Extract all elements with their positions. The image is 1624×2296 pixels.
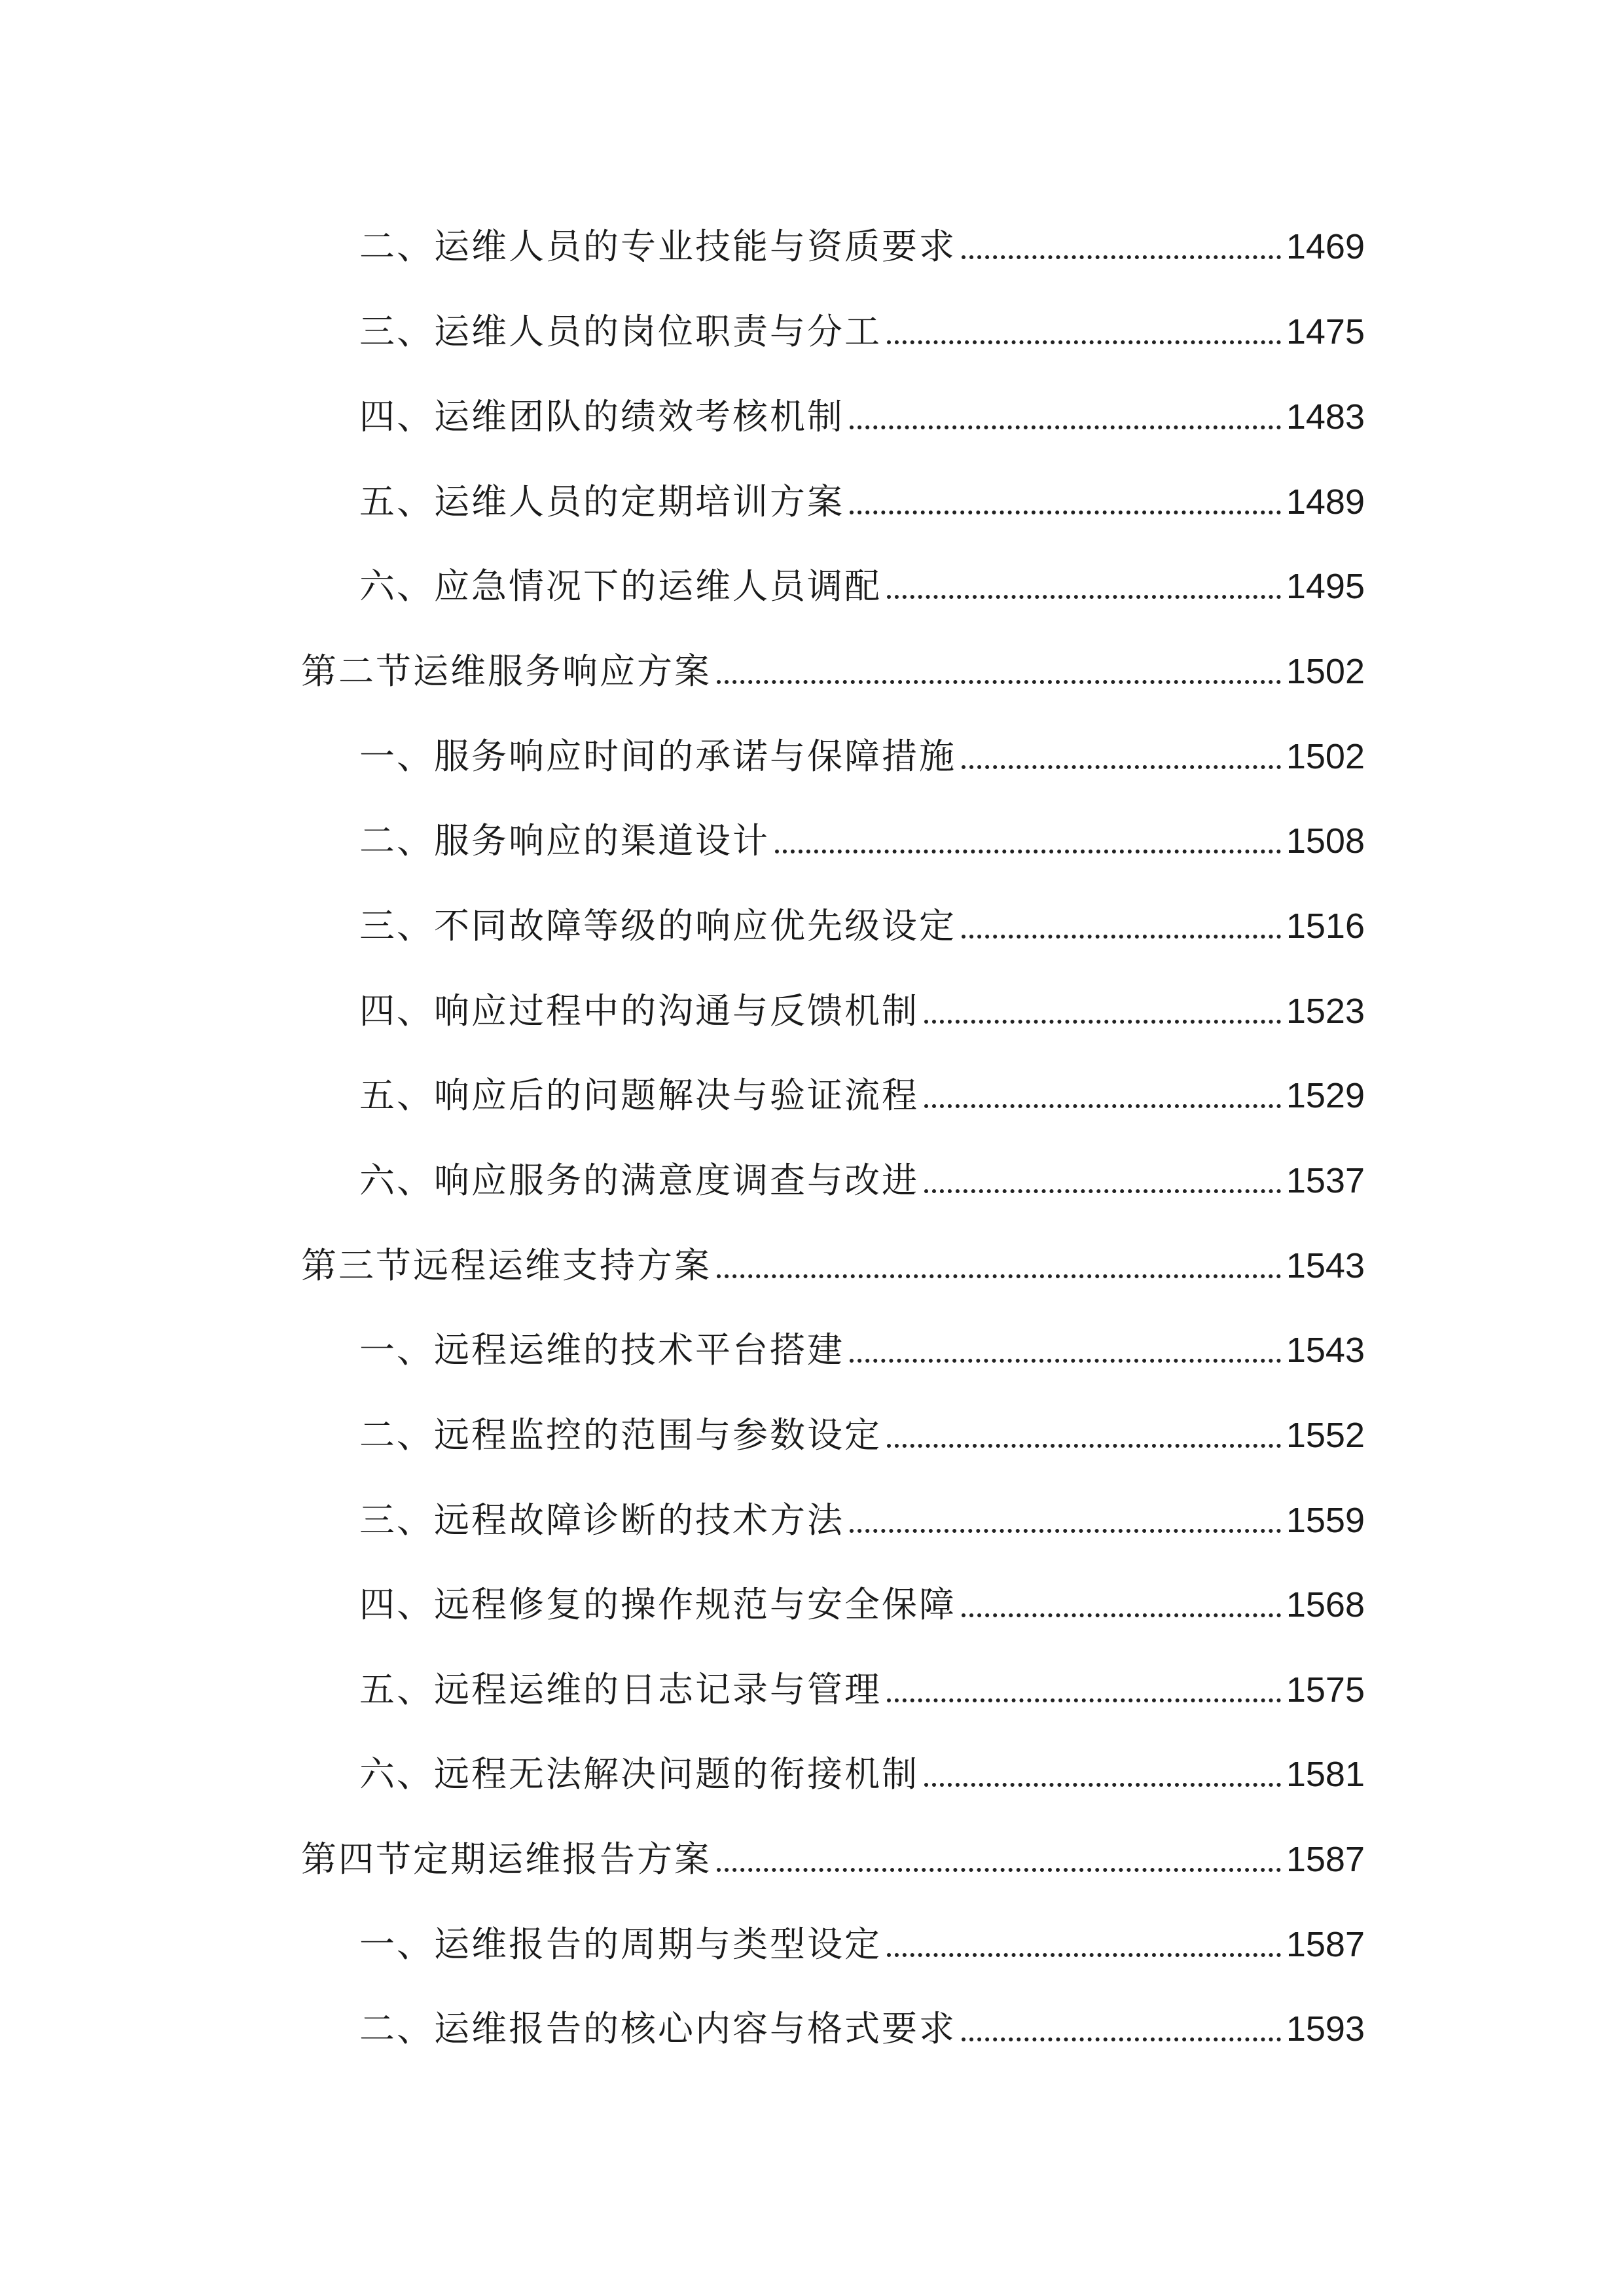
toc-entry[interactable]	[359, 1731, 1365, 1796]
dot-leader	[962, 935, 1281, 939]
toc-entry-title: 五、远程运维的日志记录与管理	[359, 1669, 882, 1711]
toc-entry-page: 1587	[1286, 1925, 1365, 1965]
dot-leader	[962, 255, 1281, 259]
dot-leader	[717, 680, 1281, 684]
toc-entry-title: 五、运维人员的定期培训方案	[359, 481, 844, 523]
dot-leader	[850, 1359, 1281, 1363]
toc-entry-page: 1502	[1286, 652, 1365, 692]
toc-entry-page: 1483	[1286, 397, 1365, 437]
toc-entry[interactable]	[359, 967, 1365, 1033]
toc-entry-title: 二、运维人员的专业技能与资质要求	[359, 226, 956, 268]
toc-entry[interactable]	[359, 1477, 1365, 1542]
dot-leader	[924, 1104, 1281, 1108]
toc-entry-page: 1552	[1286, 1416, 1365, 1456]
toc-entry-title: 三、远程故障诊断的技术方法	[359, 1499, 844, 1541]
dot-leader	[717, 1868, 1281, 1872]
toc-entry[interactable]	[359, 1137, 1365, 1202]
toc-section-entry[interactable]	[301, 1222, 1365, 1287]
toc-entry-title: 五、响应后的问题解决与验证流程	[359, 1075, 919, 1117]
toc-entry-title: 六、应急情况下的运维人员调配	[359, 565, 882, 607]
dot-leader	[775, 850, 1281, 853]
toc-entry-title: 二、远程监控的范围与参数设定	[359, 1414, 882, 1456]
toc-entry-page: 1523	[1286, 992, 1365, 1031]
toc-entry-title: 一、运维报告的周期与类型设定	[359, 1924, 882, 1965]
toc-entry[interactable]	[359, 797, 1365, 863]
toc-entry[interactable]	[359, 1306, 1365, 1372]
dot-leader	[850, 1529, 1281, 1533]
toc-entry-page: 1516	[1286, 906, 1365, 946]
toc-entry-page: 1587	[1286, 1840, 1365, 1880]
dot-leader	[887, 595, 1281, 599]
dot-leader	[962, 765, 1281, 769]
dot-leader	[850, 511, 1281, 514]
toc-entry[interactable]	[359, 1561, 1365, 1626]
dot-leader	[717, 1274, 1281, 1278]
dot-leader	[924, 1189, 1281, 1193]
toc-entry-page: 1543	[1286, 1246, 1365, 1286]
toc-entry-page: 1575	[1286, 1670, 1365, 1710]
toc-entry-title: 三、运维人员的岗位职责与分工	[359, 311, 882, 353]
toc-entry-page: 1529	[1286, 1076, 1365, 1116]
toc-entry[interactable]	[359, 1985, 1365, 2051]
toc-entry-title: 第二节运维服务响应方案	[301, 651, 712, 692]
toc-entry-title: 四、运维团队的绩效考核机制	[359, 396, 844, 438]
toc-entry-title: 第三节远程运维支持方案	[301, 1245, 712, 1287]
toc-entry-page: 1469	[1286, 227, 1365, 267]
toc-entry-page: 1508	[1286, 821, 1365, 861]
toc-entry-page: 1593	[1286, 2009, 1365, 2049]
toc-entry-title: 六、远程无法解决问题的衔接机制	[359, 1753, 919, 1795]
dot-leader	[887, 1698, 1281, 1702]
toc-entry-page: 1537	[1286, 1161, 1365, 1201]
toc-entry-page: 1489	[1286, 482, 1365, 522]
dot-leader	[924, 1783, 1281, 1787]
toc-section-entry[interactable]	[301, 1816, 1365, 1881]
toc-entry-title: 六、响应服务的满意度调查与改进	[359, 1160, 919, 1202]
toc-entry-title: 一、远程运维的技术平台搭建	[359, 1329, 844, 1371]
toc-entry[interactable]	[359, 1901, 1365, 1966]
toc-entry-title: 一、服务响应时间的承诺与保障措施	[359, 736, 956, 778]
toc-entry-page: 1568	[1286, 1585, 1365, 1625]
toc-entry-title: 四、响应过程中的沟通与反馈机制	[359, 990, 919, 1032]
dot-leader	[887, 1444, 1281, 1448]
toc-entry-title: 二、服务响应的渠道设计	[359, 820, 770, 862]
dot-leader	[962, 2037, 1281, 2041]
dot-leader	[887, 1953, 1281, 1957]
toc-entry-title: 三、不同故障等级的响应优先级设定	[359, 905, 956, 947]
dot-leader	[962, 1613, 1281, 1617]
toc-entry-page: 1495	[1286, 567, 1365, 607]
toc-entry-title: 第四节定期运维报告方案	[301, 1839, 712, 1880]
toc-section-entry[interactable]	[301, 628, 1365, 693]
toc-entry[interactable]	[359, 458, 1365, 524]
toc-entry-page: 1559	[1286, 1501, 1365, 1541]
dot-leader	[850, 425, 1281, 429]
toc-entry-page: 1543	[1286, 1331, 1365, 1371]
toc-entry-page: 1581	[1286, 1755, 1365, 1795]
toc-entry-page: 1475	[1286, 312, 1365, 352]
dot-leader	[924, 1020, 1281, 1024]
toc-entry[interactable]	[359, 882, 1365, 948]
toc-entry[interactable]	[359, 1052, 1365, 1117]
toc-entry[interactable]	[359, 373, 1365, 439]
toc-entry[interactable]	[359, 1391, 1365, 1457]
toc-entry[interactable]	[359, 203, 1365, 268]
toc-entry[interactable]	[359, 1646, 1365, 1712]
toc-entry-title: 四、远程修复的操作规范与安全保障	[359, 1584, 956, 1626]
toc-entry[interactable]	[359, 288, 1365, 353]
toc-entry-page: 1502	[1286, 737, 1365, 777]
toc-entry[interactable]	[359, 713, 1365, 778]
toc-entry-title: 二、运维报告的核心内容与格式要求	[359, 2008, 956, 2050]
toc-entry[interactable]	[359, 543, 1365, 608]
dot-leader	[887, 340, 1281, 344]
